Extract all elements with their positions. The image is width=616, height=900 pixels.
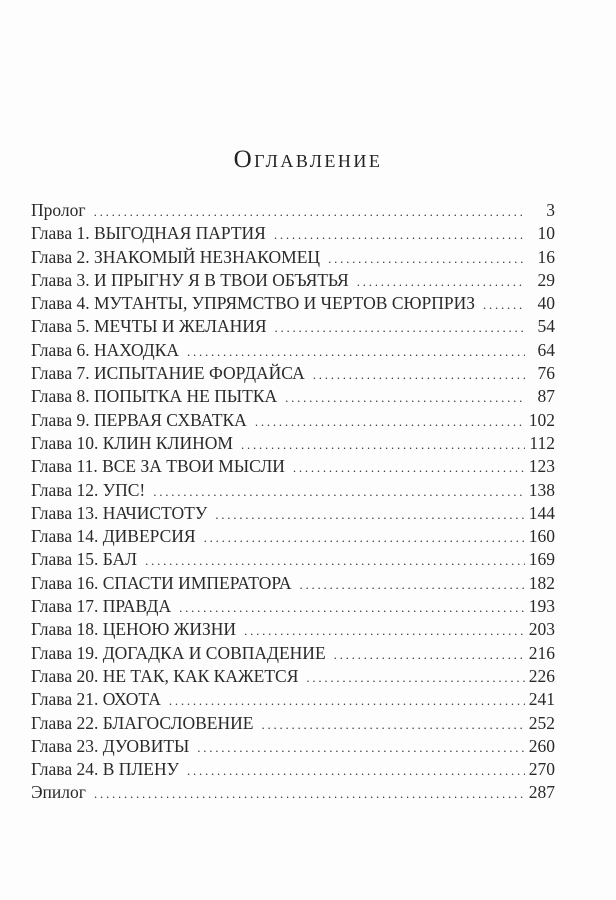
toc-entry (31, 292, 555, 315)
toc-entry-page: 138 (528, 479, 555, 500)
dot-leader (187, 340, 525, 363)
toc-entry-title: Глава 11. ВСЕ ЗА ТВОИ МЫСЛИ (31, 456, 285, 477)
dot-leader (179, 596, 525, 619)
dot-leader (275, 316, 525, 339)
toc-entry-page: 216 (528, 642, 555, 663)
dot-leader (357, 270, 525, 293)
toc-entry-page: 112 (529, 432, 555, 453)
toc-entry-title: Глава 8. ПОПЫТКА НЕ ПЫТКА (31, 386, 278, 407)
toc-entry (31, 595, 555, 618)
toc-entry (31, 618, 555, 641)
toc-entry-title: Глава 17. ПРАВДА (31, 596, 172, 617)
toc-entry-title: Глава 2. ЗНАКОМЫЙ НЕЗНАКОМЕЦ (31, 246, 321, 267)
toc-entry (31, 712, 555, 735)
toc-entry (31, 339, 555, 362)
toc-entry-title: Глава 10. КЛИН КЛИНОМ (31, 432, 233, 453)
toc-entry (31, 385, 555, 408)
dot-leader (300, 573, 525, 596)
toc-entry-page: 287 (528, 782, 555, 803)
toc-entry (31, 665, 555, 688)
toc-entry (31, 688, 555, 711)
dot-leader (244, 619, 525, 642)
dot-leader (255, 410, 525, 433)
toc-entry (31, 269, 555, 292)
toc-entry-title: Эпилог (31, 782, 86, 803)
dot-leader (274, 223, 525, 246)
toc-entry (31, 455, 555, 478)
toc-entry-page: 260 (528, 735, 555, 756)
toc-entry-title: Глава 23. ДУОВИТЫ (31, 735, 190, 756)
toc-entry-page: 144 (528, 502, 555, 523)
toc-entry (31, 735, 555, 758)
toc-entry (31, 479, 555, 502)
toc-entry-page: 203 (528, 619, 555, 640)
toc-entry-page: 64 (537, 339, 555, 360)
toc-entry-title: Пролог (31, 200, 86, 220)
toc-entry-page: 182 (528, 572, 555, 593)
dot-leader (241, 433, 525, 456)
toc-entry (31, 642, 555, 665)
dot-leader (328, 247, 525, 270)
toc-entry-title: Глава 24. В ПЛЕНУ (31, 759, 179, 780)
dot-leader (293, 456, 525, 479)
toc-entry-title: Глава 20. НЕ ТАК, КАК КАЖЕТСЯ (31, 665, 299, 686)
toc-entry-title: Глава 19. ДОГАДКА И СОВПАДЕНИЕ (31, 642, 326, 663)
toc-entry-title: Глава 6. НАХОДКА (31, 339, 180, 360)
toc-entry (31, 362, 555, 385)
dot-leader (94, 200, 525, 223)
toc-entry-title: Глава 12. УПС! (31, 479, 146, 500)
dot-leader (285, 386, 525, 409)
toc-entry-page: 252 (528, 712, 555, 733)
dot-leader (204, 526, 525, 549)
toc-entry-title: Глава 21. ОХОТА (31, 689, 161, 710)
toc-entry-title: Глава 4. МУТАНТЫ, УПРЯМСТВО И ЧЕРТОВ СЮРПРИЗ (31, 293, 475, 314)
toc-entry (31, 525, 555, 548)
dot-leader (94, 782, 525, 805)
toc-entry (31, 548, 555, 571)
toc-entry-page: 76 (537, 363, 555, 384)
dot-leader (197, 736, 524, 759)
toc-entry-page: 160 (528, 526, 555, 547)
toc-entry (31, 246, 555, 269)
toc-entry (31, 409, 555, 432)
toc-entry-page: 169 (528, 549, 555, 570)
toc-entry (31, 432, 555, 455)
dot-leader (187, 759, 525, 782)
toc-entry-title: Глава 15. БАЛ (31, 549, 138, 570)
toc-entry (31, 315, 555, 338)
toc-entry-title: Глава 5. МЕЧТЫ И ЖЕЛАНИЯ (31, 316, 267, 337)
toc-entry-page: 123 (528, 456, 555, 477)
toc-entry-title: Глава 1. ВЫГОДНАЯ ПАРТИЯ (31, 223, 266, 244)
toc-entry-page: 102 (528, 409, 555, 430)
toc-entry (31, 572, 555, 595)
toc-entry-title: Глава 13. НАЧИСТОТУ (31, 502, 208, 523)
toc-entry-title: Глава 22. БЛАГОСЛОВЕНИЕ (31, 712, 254, 733)
dot-leader (145, 549, 525, 572)
toc-entry-title: Глава 9. ПЕРВАЯ СХВАТКА (31, 409, 247, 430)
toc-entry (31, 222, 555, 245)
dot-leader (153, 480, 524, 503)
toc-entry-title: Глава 16. СПАСТИ ИМПЕРАТОРА (31, 572, 292, 593)
toc-entry-page: 16 (537, 246, 555, 267)
toc-entry-page: 54 (537, 316, 555, 337)
table-of-contents (31, 199, 555, 805)
toc-entry-title: Глава 3. И ПРЫГНУ Я В ТВОИ ОБЪЯТЬЯ (31, 269, 349, 290)
dot-leader (334, 643, 525, 666)
dot-leader (483, 293, 525, 316)
dot-leader (261, 713, 524, 736)
toc-entry-title: Глава 18. ЦЕНОЮ ЖИЗНИ (31, 619, 237, 640)
dot-leader (313, 363, 525, 386)
toc-entry (31, 781, 555, 804)
toc-entry (31, 758, 555, 781)
page-title: Оглавление (233, 146, 383, 173)
toc-entry (31, 199, 555, 222)
toc-entry-page: 193 (528, 596, 555, 617)
toc-entry (31, 502, 555, 525)
toc-entry-page: 40 (537, 293, 555, 314)
toc-entry-title: Глава 14. ДИВЕРСИЯ (31, 526, 196, 547)
toc-entry-page: 226 (528, 665, 555, 686)
toc-entry-page: 241 (528, 689, 555, 710)
dot-leader (306, 666, 524, 689)
toc-entry-page: 87 (537, 386, 555, 407)
dot-leader (169, 689, 525, 712)
toc-entry-page: 270 (528, 759, 555, 780)
toc-entry-page: 29 (537, 269, 555, 290)
toc-entry-page: 3 (546, 200, 555, 220)
toc-entry-title: Глава 7. ИСПЫТАНИЕ ФОРДАЙСА (31, 363, 305, 384)
dot-leader (215, 503, 525, 526)
toc-entry-page: 10 (537, 223, 555, 244)
